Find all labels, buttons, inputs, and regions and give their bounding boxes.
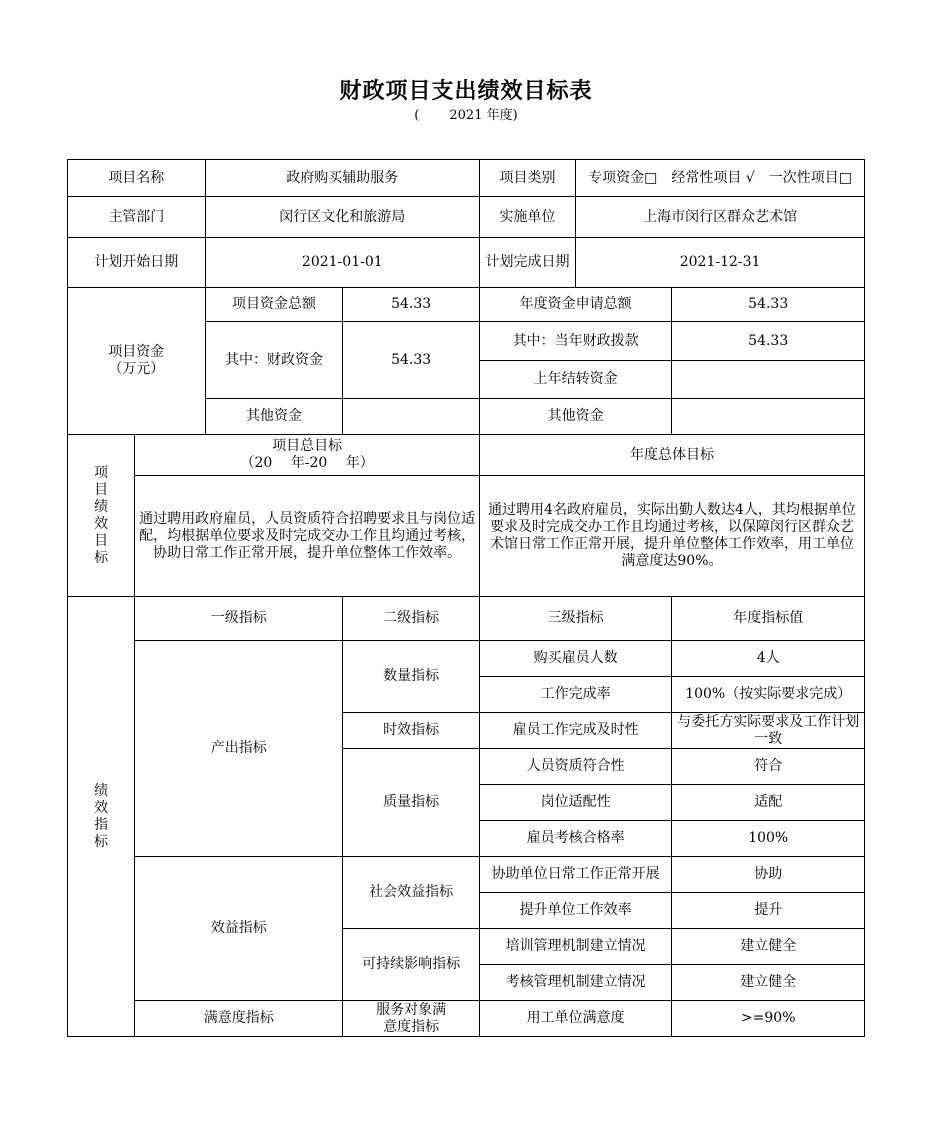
funds-label-line2: （万元） [108, 361, 165, 377]
indicator-value: 适配 [672, 785, 865, 821]
annual-goal-label: 年度总体目标 [479, 435, 864, 476]
indicator-value: 协助 [672, 857, 865, 893]
social-label: 社会效益指标 [343, 857, 480, 929]
total-goal-header [135, 435, 480, 476]
indicator-value: 提升 [672, 893, 865, 929]
impl-value: 上海市闵行区群众艺术馆 [576, 197, 865, 238]
col-level3: 三级指标 [479, 597, 672, 641]
indicator-value: 与委托方实际要求及工作计划一致 [672, 713, 865, 749]
indicator-value: 100% [672, 821, 865, 857]
indicator-value: 符合 [672, 749, 865, 785]
col-level1: 一级指标 [135, 597, 343, 641]
funds-other-value [343, 399, 480, 435]
funds-other-label: 其他资金 [205, 399, 343, 435]
row-funds-total [68, 288, 865, 322]
funds-other-label-2: 其他资金 [479, 399, 672, 435]
funds-label [68, 288, 206, 435]
start-date-value: 2021-01-01 [205, 238, 479, 288]
quality-label: 质量指标 [343, 749, 480, 857]
total-goal-range: （20 年-20 年） [240, 455, 374, 471]
funds-total-label: 项目资金总额 [205, 288, 343, 322]
project-name-label: 项目名称 [68, 160, 206, 197]
funds-carryover-value [672, 361, 865, 399]
indicator-value: 100%（按实际要求完成） [672, 677, 865, 713]
table-row [68, 641, 865, 677]
end-date-label: 计划完成日期 [479, 238, 575, 288]
indicator-value: 建立健全 [672, 965, 865, 1001]
funds-annual-label: 年度资金申请总额 [479, 288, 672, 322]
col-value: 年度指标值 [672, 597, 865, 641]
indicator-name: 岗位适配性 [479, 785, 672, 821]
indicator-value: 4人 [672, 641, 865, 677]
sustain-label: 可持续影响指标 [343, 929, 480, 1001]
funds-fiscal-value: 54.33 [343, 322, 480, 399]
indicator-name: 工作完成率 [479, 677, 672, 713]
year-line [0, 104, 932, 123]
service-sat-label [343, 1001, 480, 1037]
performance-target-table [67, 159, 865, 1037]
dept-value: 闵行区文化和旅游局 [205, 197, 479, 238]
indicators-section-label [68, 597, 135, 1037]
annual-goal-text: 通过聘用4名政府雇员，实际出勤人数达4人，其均根据单位要求及时完成交办工作且均通过考核，以保障闵行区群众艺术馆日常工作正常开展，提升单位整体工作效率，用工单位满意度达90%。 [479, 476, 864, 597]
timeliness-label: 时效指标 [343, 713, 480, 749]
year-close: 年度) [486, 108, 518, 123]
row-dept [68, 197, 865, 238]
indicator-name: 雇员考核合格率 [479, 821, 672, 857]
indicator-name: 雇员工作完成及时性 [479, 713, 672, 749]
project-type-label: 项目类别 [479, 160, 575, 197]
row-goals-text [68, 476, 865, 597]
indicator-name: 提升单位工作效率 [479, 893, 672, 929]
indicator-name: 购买雇员人数 [479, 641, 672, 677]
funds-annual-value: 54.33 [672, 288, 865, 322]
table-row [68, 1001, 865, 1037]
quantity-label: 数量指标 [343, 641, 480, 713]
satisfaction-label: 满意度指标 [135, 1001, 343, 1037]
goals-label [68, 435, 135, 597]
goals-label-text: 项目绩效目标 [94, 464, 109, 566]
col-level2: 二级指标 [343, 597, 480, 641]
year-value: 2021 [449, 108, 483, 123]
funds-other-value-2 [672, 399, 865, 435]
project-name-value: 政府购买辅助服务 [205, 160, 479, 197]
page-title: 财政项目支出绩效目标表 [339, 79, 593, 104]
year-open: ( [414, 108, 420, 123]
funds-fiscal-label: 其中：财政资金 [205, 322, 343, 399]
row-dates [68, 238, 865, 288]
funds-current-fiscal-label: 其中：当年财政拨款 [479, 322, 672, 361]
start-date-label: 计划开始日期 [68, 238, 206, 288]
indicators-section-text: 绩效指标 [94, 782, 109, 850]
end-date-value: 2021-12-31 [576, 238, 865, 288]
project-type-value: 专项资金□ 经常性项目 √ 一次性项目□ [576, 160, 865, 197]
total-goal-text: 通过聘用政府雇员，人员资质符合招聘要求且与岗位适配，均根据单位要求及时完成交办工作且均通过考核，协助日常工作正常开展，提升单位整体工作效率。 [135, 476, 480, 597]
row-project-name [68, 160, 865, 197]
impl-label: 实施单位 [479, 197, 575, 238]
indicator-value: >=90% [672, 1001, 865, 1037]
funds-total-value: 54.33 [343, 288, 480, 322]
indicator-name: 人员资质符合性 [479, 749, 672, 785]
funds-carryover-label: 上年结转资金 [479, 361, 672, 399]
benefit-label: 效益指标 [135, 857, 343, 1001]
total-goal-label: 项目总目标 [272, 438, 343, 454]
output-label: 产出指标 [135, 641, 343, 857]
funds-label-line1: 项目资金 [108, 344, 165, 360]
funds-current-fiscal-value: 54.33 [672, 322, 865, 361]
row-indicator-header [68, 597, 865, 641]
table-row [68, 857, 865, 893]
row-goals-header [68, 435, 865, 476]
indicator-name: 培训管理机制建立情况 [479, 929, 672, 965]
indicator-value: 建立健全 [672, 929, 865, 965]
indicator-name: 协助单位日常工作正常开展 [479, 857, 672, 893]
service-sat-text: 服务对象满意度指标 [376, 1001, 447, 1035]
indicator-name: 考核管理机制建立情况 [479, 965, 672, 1001]
indicator-name: 用工单位满意度 [479, 1001, 672, 1037]
dept-label: 主管部门 [68, 197, 206, 238]
